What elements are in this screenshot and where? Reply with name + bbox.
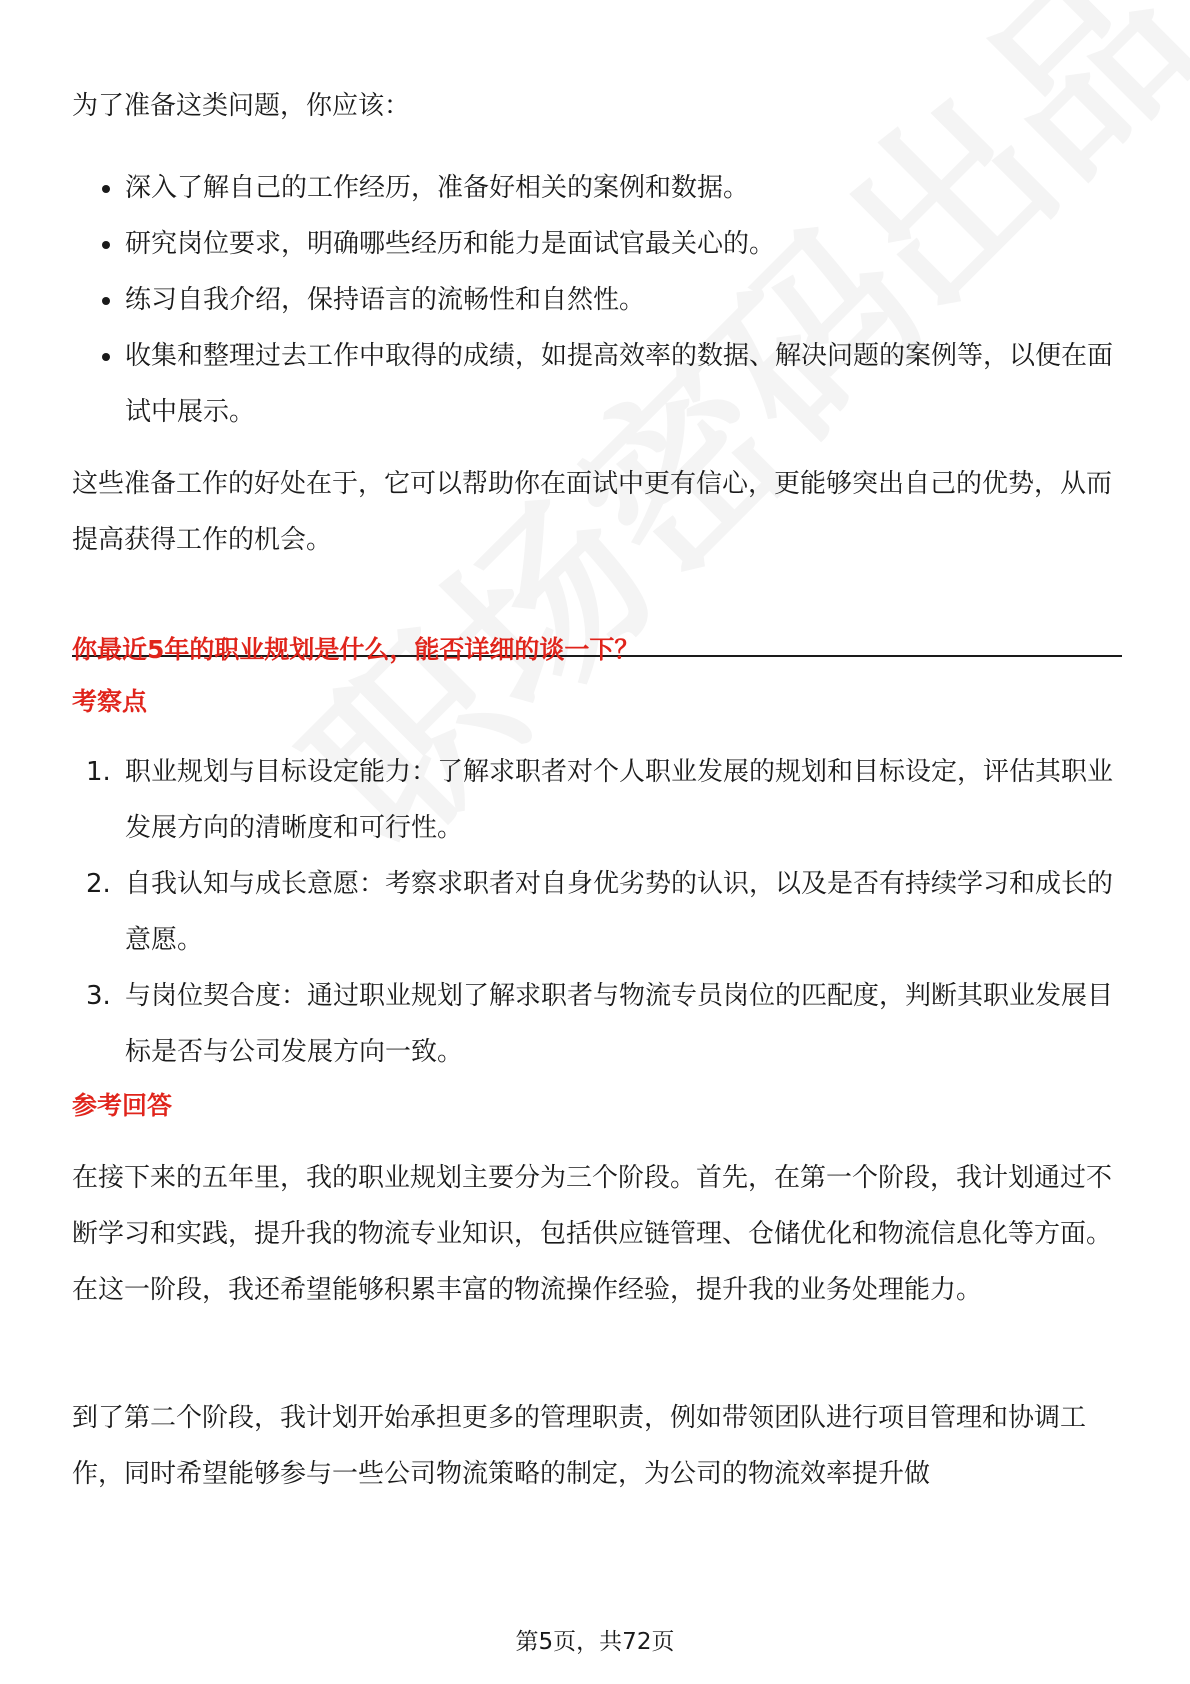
prep-bullet-list [72, 160, 1122, 440]
list-item: 练习自我介绍，保持语言的流畅性和自然性。 [72, 272, 1122, 328]
list-item: 收集和整理过去工作中取得的成绩，如提高效率的数据、解决问题的案例等，以便在面试中展示。 [72, 328, 1122, 440]
item-text: 职业规划与目标设定能力：了解求职者对个人职业发展的规划和目标设定，评估其职业发展方向的清晰度和可行性。 [125, 757, 1114, 843]
answer-paragraph: 到了第二个阶段，我计划开始承担更多的管理职责，例如带领团队进行项目管理和协调工作，同时希望能够参与一些公司物流策略的制定，为公司的物流效率提升做 [72, 1403, 1087, 1489]
list-item [72, 856, 1122, 968]
page-footer: 第5页，共72页 [515, 1629, 675, 1655]
answer-heading: 参考回答 [72, 1091, 173, 1120]
intro-text: 为了准备这类问题，你应该： [72, 91, 411, 121]
item-text: 与岗位契合度：通过职业规划了解求职者与物流专员岗位的匹配度，判断其职业发展目标是否与公司发展方向一致。 [125, 981, 1114, 1067]
benefit-paragraph: 这些准备工作的好处在于，它可以帮助你在面试中更有信心，更能够突出自己的优势，从而提高获得工作的机会。 [72, 469, 1113, 555]
item-number: 3. [86, 981, 111, 1011]
focus-heading: 考察点 [72, 687, 148, 716]
question-title: 你最近5年的职业规划是什么，能否详细的谈一下？ [72, 635, 640, 664]
list-item [72, 744, 1122, 856]
focus-point-list [72, 744, 1122, 1080]
list-item: 深入了解自己的工作经历，准备好相关的案例和数据。 [72, 160, 1122, 216]
item-number: 1. [86, 757, 111, 787]
list-item [72, 968, 1122, 1080]
list-item: 研究岗位要求，明确哪些经历和能力是面试官最关心的。 [72, 216, 1122, 272]
item-number: 2. [86, 869, 111, 899]
item-text: 自我认知与成长意愿：考察求职者对自身优劣势的认识，以及是否有持续学习和成长的意愿。 [125, 869, 1114, 955]
answer-paragraph: 在接下来的五年里，我的职业规划主要分为三个阶段。首先，在第一个阶段，我计划通过不断学习和实践，提升我的物流专业知识，包括供应链管理、仓储优化和物流信息化等方面。在这一阶段，我还希望能够积累丰富的物流操作经验，提升我的业务处理能力。 [72, 1163, 1113, 1305]
